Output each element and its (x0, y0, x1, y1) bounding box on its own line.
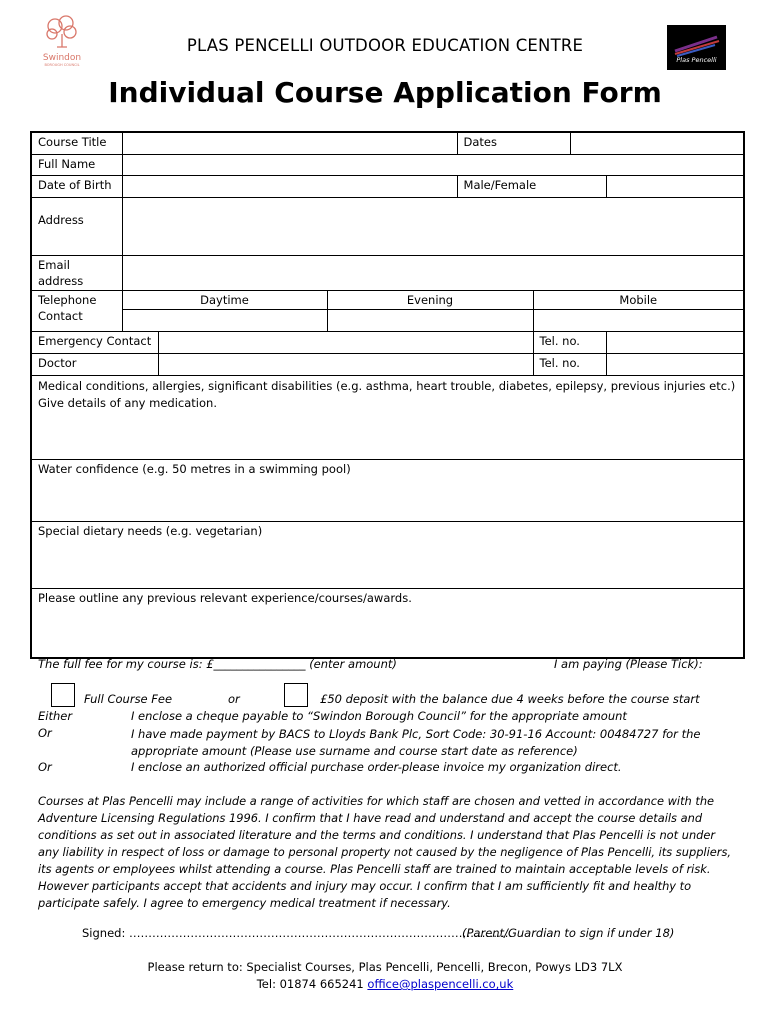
email-link[interactable]: office@plaspencelli.co,uk (367, 977, 514, 991)
bacs-option: I have made payment by BACS to Lloyds Bank Plc, Sort Code: 30-91-16 Account: 00484727 for the appropriate amount (Please use surname and course start date as reference) (131, 727, 701, 758)
emergency-tel-field[interactable] (606, 331, 744, 353)
doctor-tel-field[interactable] (606, 353, 744, 375)
or-order-label: Or (38, 760, 52, 774)
daytime-label: Daytime (122, 290, 327, 309)
terms-paragraph: Courses at Plas Pencelli may include a range of activities for which staff are chosen and vetted in accordance with the Adventure Licensing Regulations 1996. I confirm that I have read and understand and accept the course details and conditions as set out in associated literature and the terms and conditions. I understand that Plas Pencelli is not under any liability in respect of loss or damage to personal property not caused by the negligence of Plas Pencelli, its suppliers, its agents or employees whilst attending a course. Plas Pencelli staff are trained to maintain acceptable levels of risk. However participants accept that accidents and injury may occur. I confirm that I am sufficiently fit and healthy to participate safely. I agree to emergency medical treatment if necessary. (38, 794, 731, 910)
address-field[interactable] (122, 197, 744, 255)
email-label: Email address (31, 255, 122, 290)
contact-label: Contact (38, 308, 83, 323)
evening-field[interactable] (327, 309, 533, 331)
full-name-label: Full Name (31, 154, 122, 175)
dates-field[interactable] (570, 132, 744, 154)
gender-field[interactable] (606, 175, 744, 197)
telephone-contact-label (31, 290, 122, 331)
deposit-checkbox[interactable] (284, 683, 308, 707)
experience-field[interactable]: Please outline any previous relevant experience/courses/awards. (31, 588, 744, 658)
email-field[interactable] (122, 255, 744, 290)
address-label: Address (31, 197, 122, 255)
contact-line (0, 977, 770, 991)
emergency-tel-label: Tel. no. (533, 331, 606, 353)
daytime-field[interactable] (122, 309, 327, 331)
form-title: Individual Course Application Form (108, 76, 662, 109)
gender-label: Male/Female (457, 175, 606, 197)
deposit-label: £50 deposit with the balance due 4 weeks before the course start (320, 692, 700, 706)
or-bacs-label: Or (38, 726, 52, 740)
centre-name: PLAS PENCELLI OUTDOOR EDUCATION CENTRE (186, 36, 584, 55)
signature-line[interactable]: Signed: ………………………………………………………………………………………. (82, 926, 513, 940)
parent-note: (Parent/Guardian to sign if under 18) (462, 926, 675, 940)
logo-text: Swindon (42, 53, 82, 63)
evening-label: Evening (327, 290, 533, 309)
cheque-option: I enclose a cheque payable to “Swindon Borough Council” for the appropriate amount (131, 709, 627, 723)
doctor-field[interactable] (158, 353, 533, 375)
full-fee-label: Full Course Fee (84, 692, 173, 706)
plas-pencelli-logo (667, 25, 726, 70)
mobile-field[interactable] (533, 309, 744, 331)
telephone-number: Tel: 01874 665241 (256, 977, 364, 991)
either-label: Either (38, 709, 73, 723)
emergency-contact-field[interactable] (158, 331, 533, 353)
return-address: Please return to: Specialist Courses, Plas Pencelli, Pencelli, Brecon, Powys LD3 7LX (147, 960, 623, 974)
full-name-field[interactable] (122, 154, 744, 175)
doctor-tel-label: Tel. no. (533, 353, 606, 375)
dates-label: Dates (457, 132, 570, 154)
logo-caption: Plas Pencelli (676, 56, 717, 64)
full-fee-checkbox[interactable] (51, 683, 75, 707)
or-label: or (228, 692, 240, 706)
course-title-field[interactable] (122, 132, 457, 154)
dob-label: Date of Birth (31, 175, 122, 197)
emergency-contact-label: Emergency Contact (31, 331, 158, 353)
logo-subtext: BOROUGH COUNCIL (44, 63, 80, 67)
water-confidence-field[interactable]: Water confidence (e.g. 50 metres in a swimming pool) (31, 459, 744, 521)
telephone-label: Telephone (38, 292, 97, 307)
medical-field[interactable]: Medical conditions, allergies, significant disabilities (e.g. asthma, heart trouble, diabetes, epilepsy, previous injuries etc.) Give details of any medication. (31, 375, 744, 459)
purchase-order-option: I enclose an authorized official purchase order-please invoice my organization direct. (131, 760, 622, 774)
application-table (30, 131, 745, 659)
dietary-needs-field[interactable]: Special dietary needs (e.g. vegetarian) (31, 521, 744, 588)
fee-line: The full fee for my course is: £________________ (enter amount) (38, 657, 397, 671)
paying-label: I am paying (Please Tick): (554, 657, 703, 671)
dob-field[interactable] (122, 175, 457, 197)
mobile-label: Mobile (533, 290, 744, 309)
course-title-label: Course Title (31, 132, 122, 154)
doctor-label: Doctor (31, 353, 158, 375)
